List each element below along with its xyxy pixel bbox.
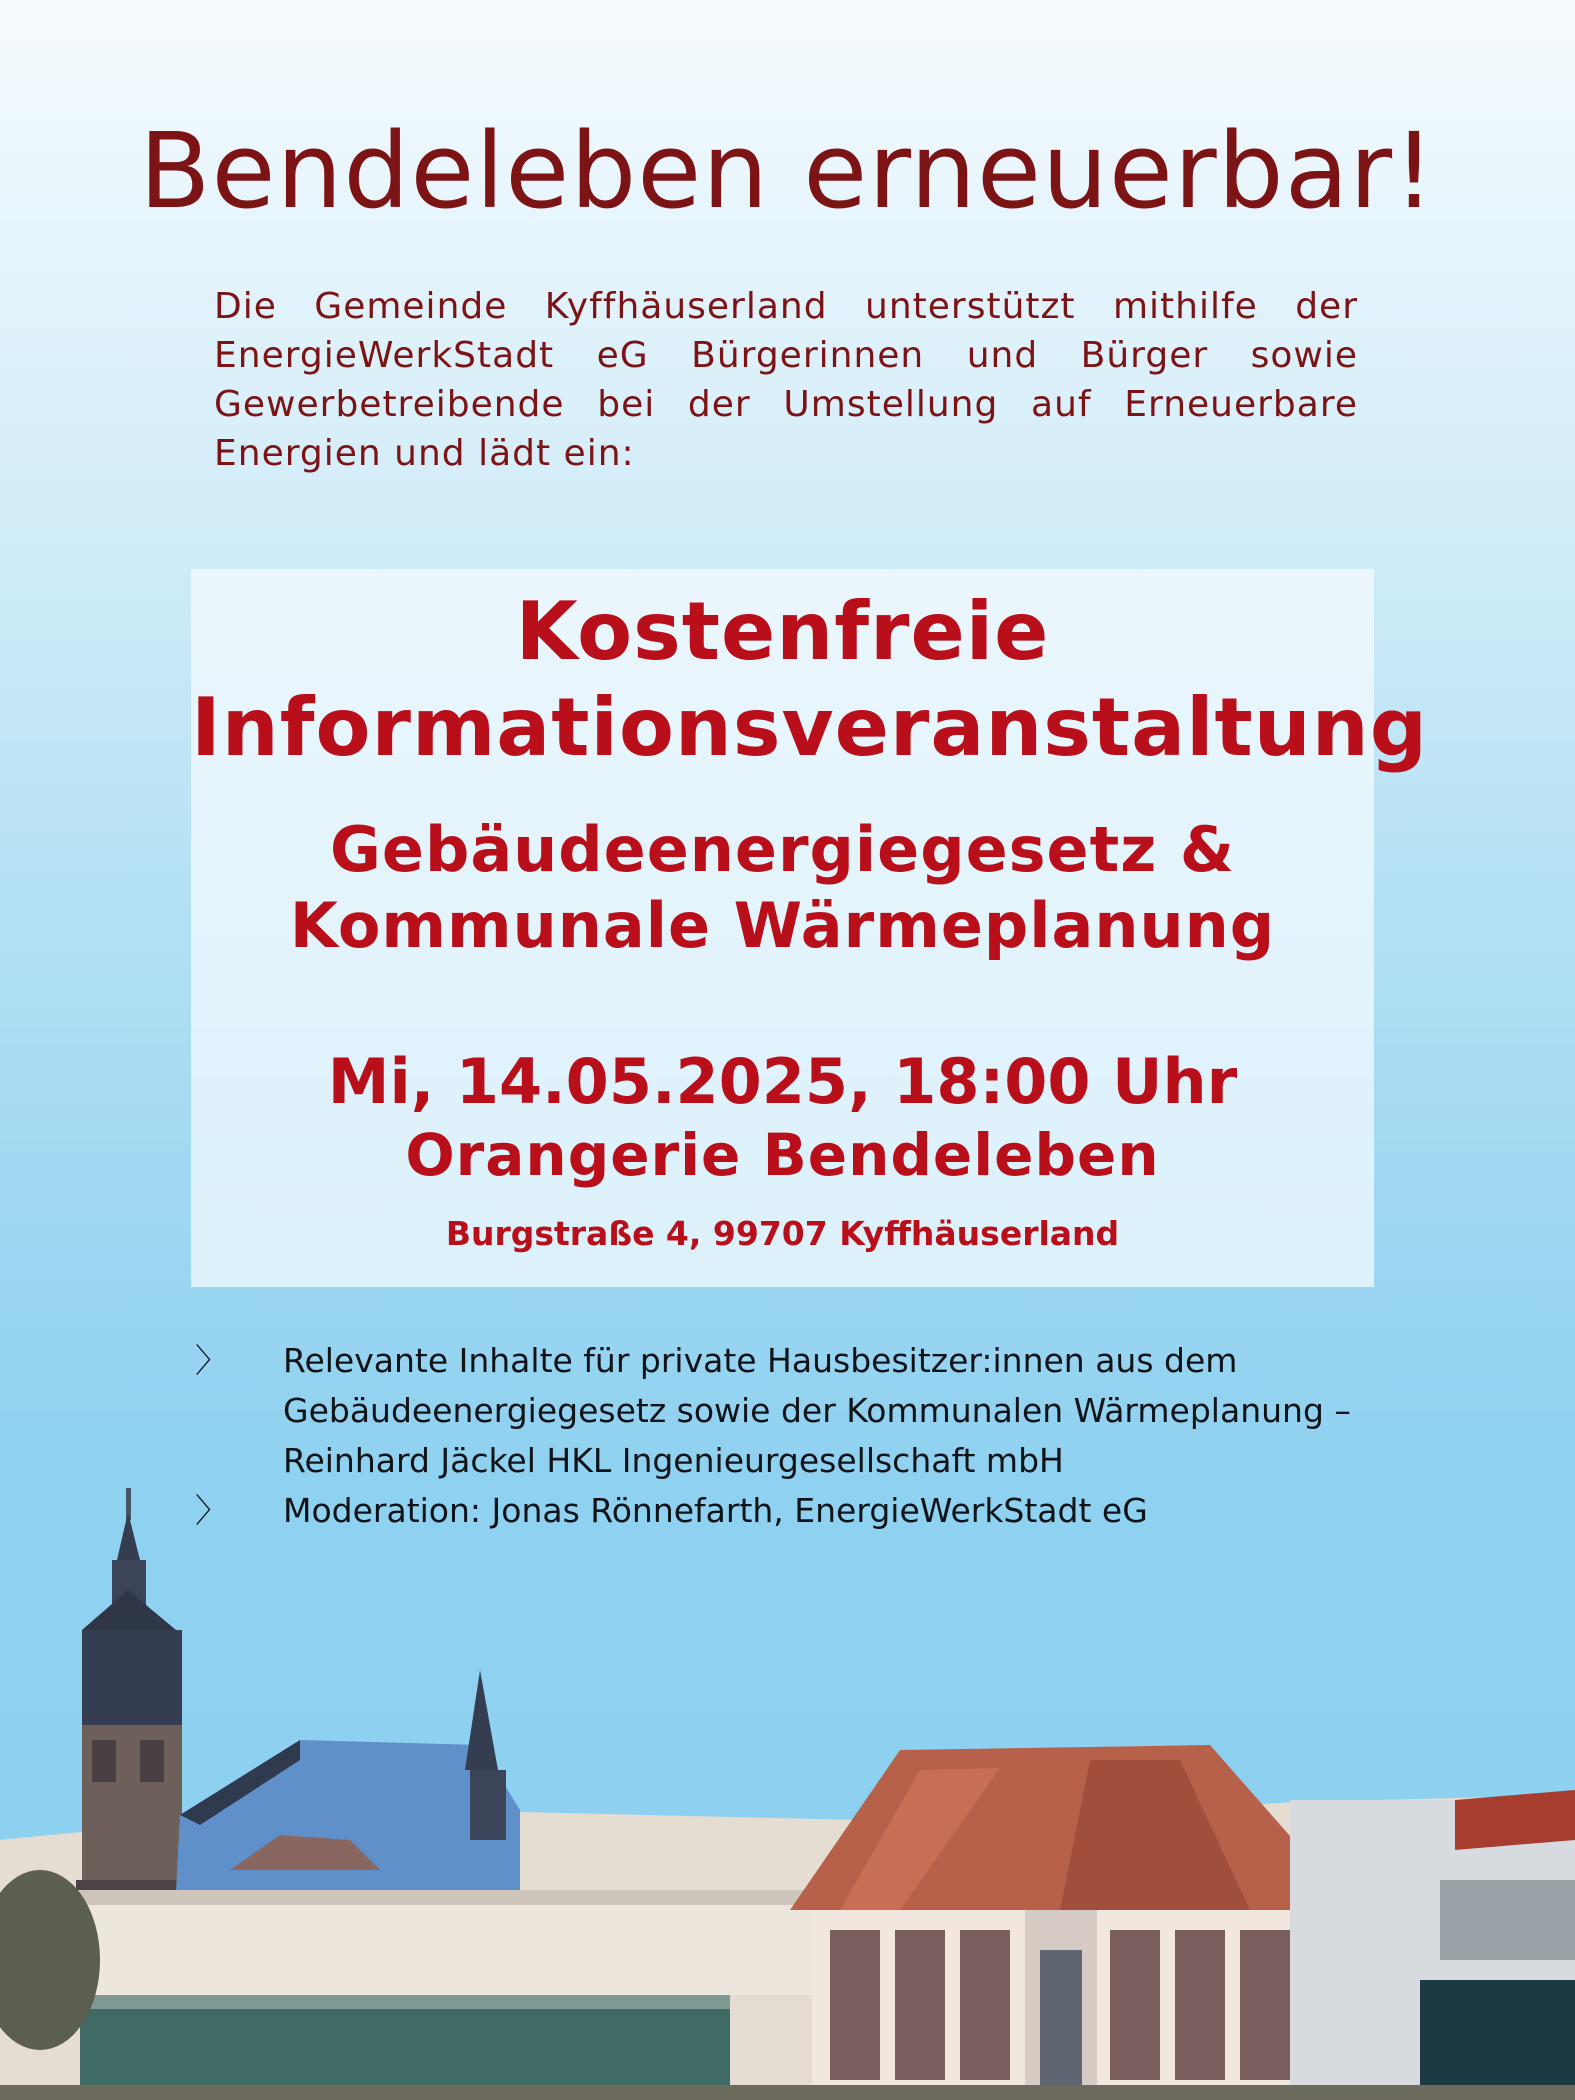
church-tower bbox=[76, 1488, 188, 1900]
event-title-line1: Kostenfreie bbox=[515, 585, 1050, 678]
intro-paragraph: Die Gemeinde Kyffhäuserland unterstützt mithilfe der EnergieWerkStadt eG Bürgerinnen und Bürger sowie Gewerbetreibende bei der Umstellung auf Erneuerbare Energien und lädt ein: bbox=[214, 286, 1358, 474]
event-title-line2: Informationsveranstaltung bbox=[191, 681, 1428, 774]
chevron-right-icon: 〉 bbox=[195, 1491, 228, 1530]
event-info-box bbox=[191, 569, 1428, 1287]
chevron-right-icon: 〉 bbox=[195, 1341, 228, 1380]
event-topic-line2: Kommunale Wärmeplanung bbox=[289, 889, 1276, 962]
agenda-item-text: Moderation: Jonas Rönnefarth, EnergieWerkStadt eG bbox=[283, 1491, 1148, 1530]
event-venue: Orangerie Bendeleben bbox=[405, 1121, 1160, 1189]
village-illustration bbox=[0, 1440, 1575, 2100]
orangerie-building bbox=[790, 1745, 1355, 2100]
agenda-item-text: Relevante Inhalte für private Hausbesitzer:innen aus dem Gebäudeenergiegesetz sowie der Kommunalen Wärmeplanung – Reinhard Jäckel HKL Ingenieurgesellschaft mbH bbox=[283, 1341, 1351, 1480]
event-topic-line1: Gebäudeenergiegesetz & bbox=[330, 813, 1235, 886]
event-datetime: Mi, 14.05.2025, 18:00 Uhr bbox=[327, 1045, 1238, 1118]
event-address: Burgstraße 4, 99707 Kyffhäuserland bbox=[445, 1214, 1120, 1253]
poster-title: Bendeleben erneuerbar! bbox=[139, 110, 1436, 232]
